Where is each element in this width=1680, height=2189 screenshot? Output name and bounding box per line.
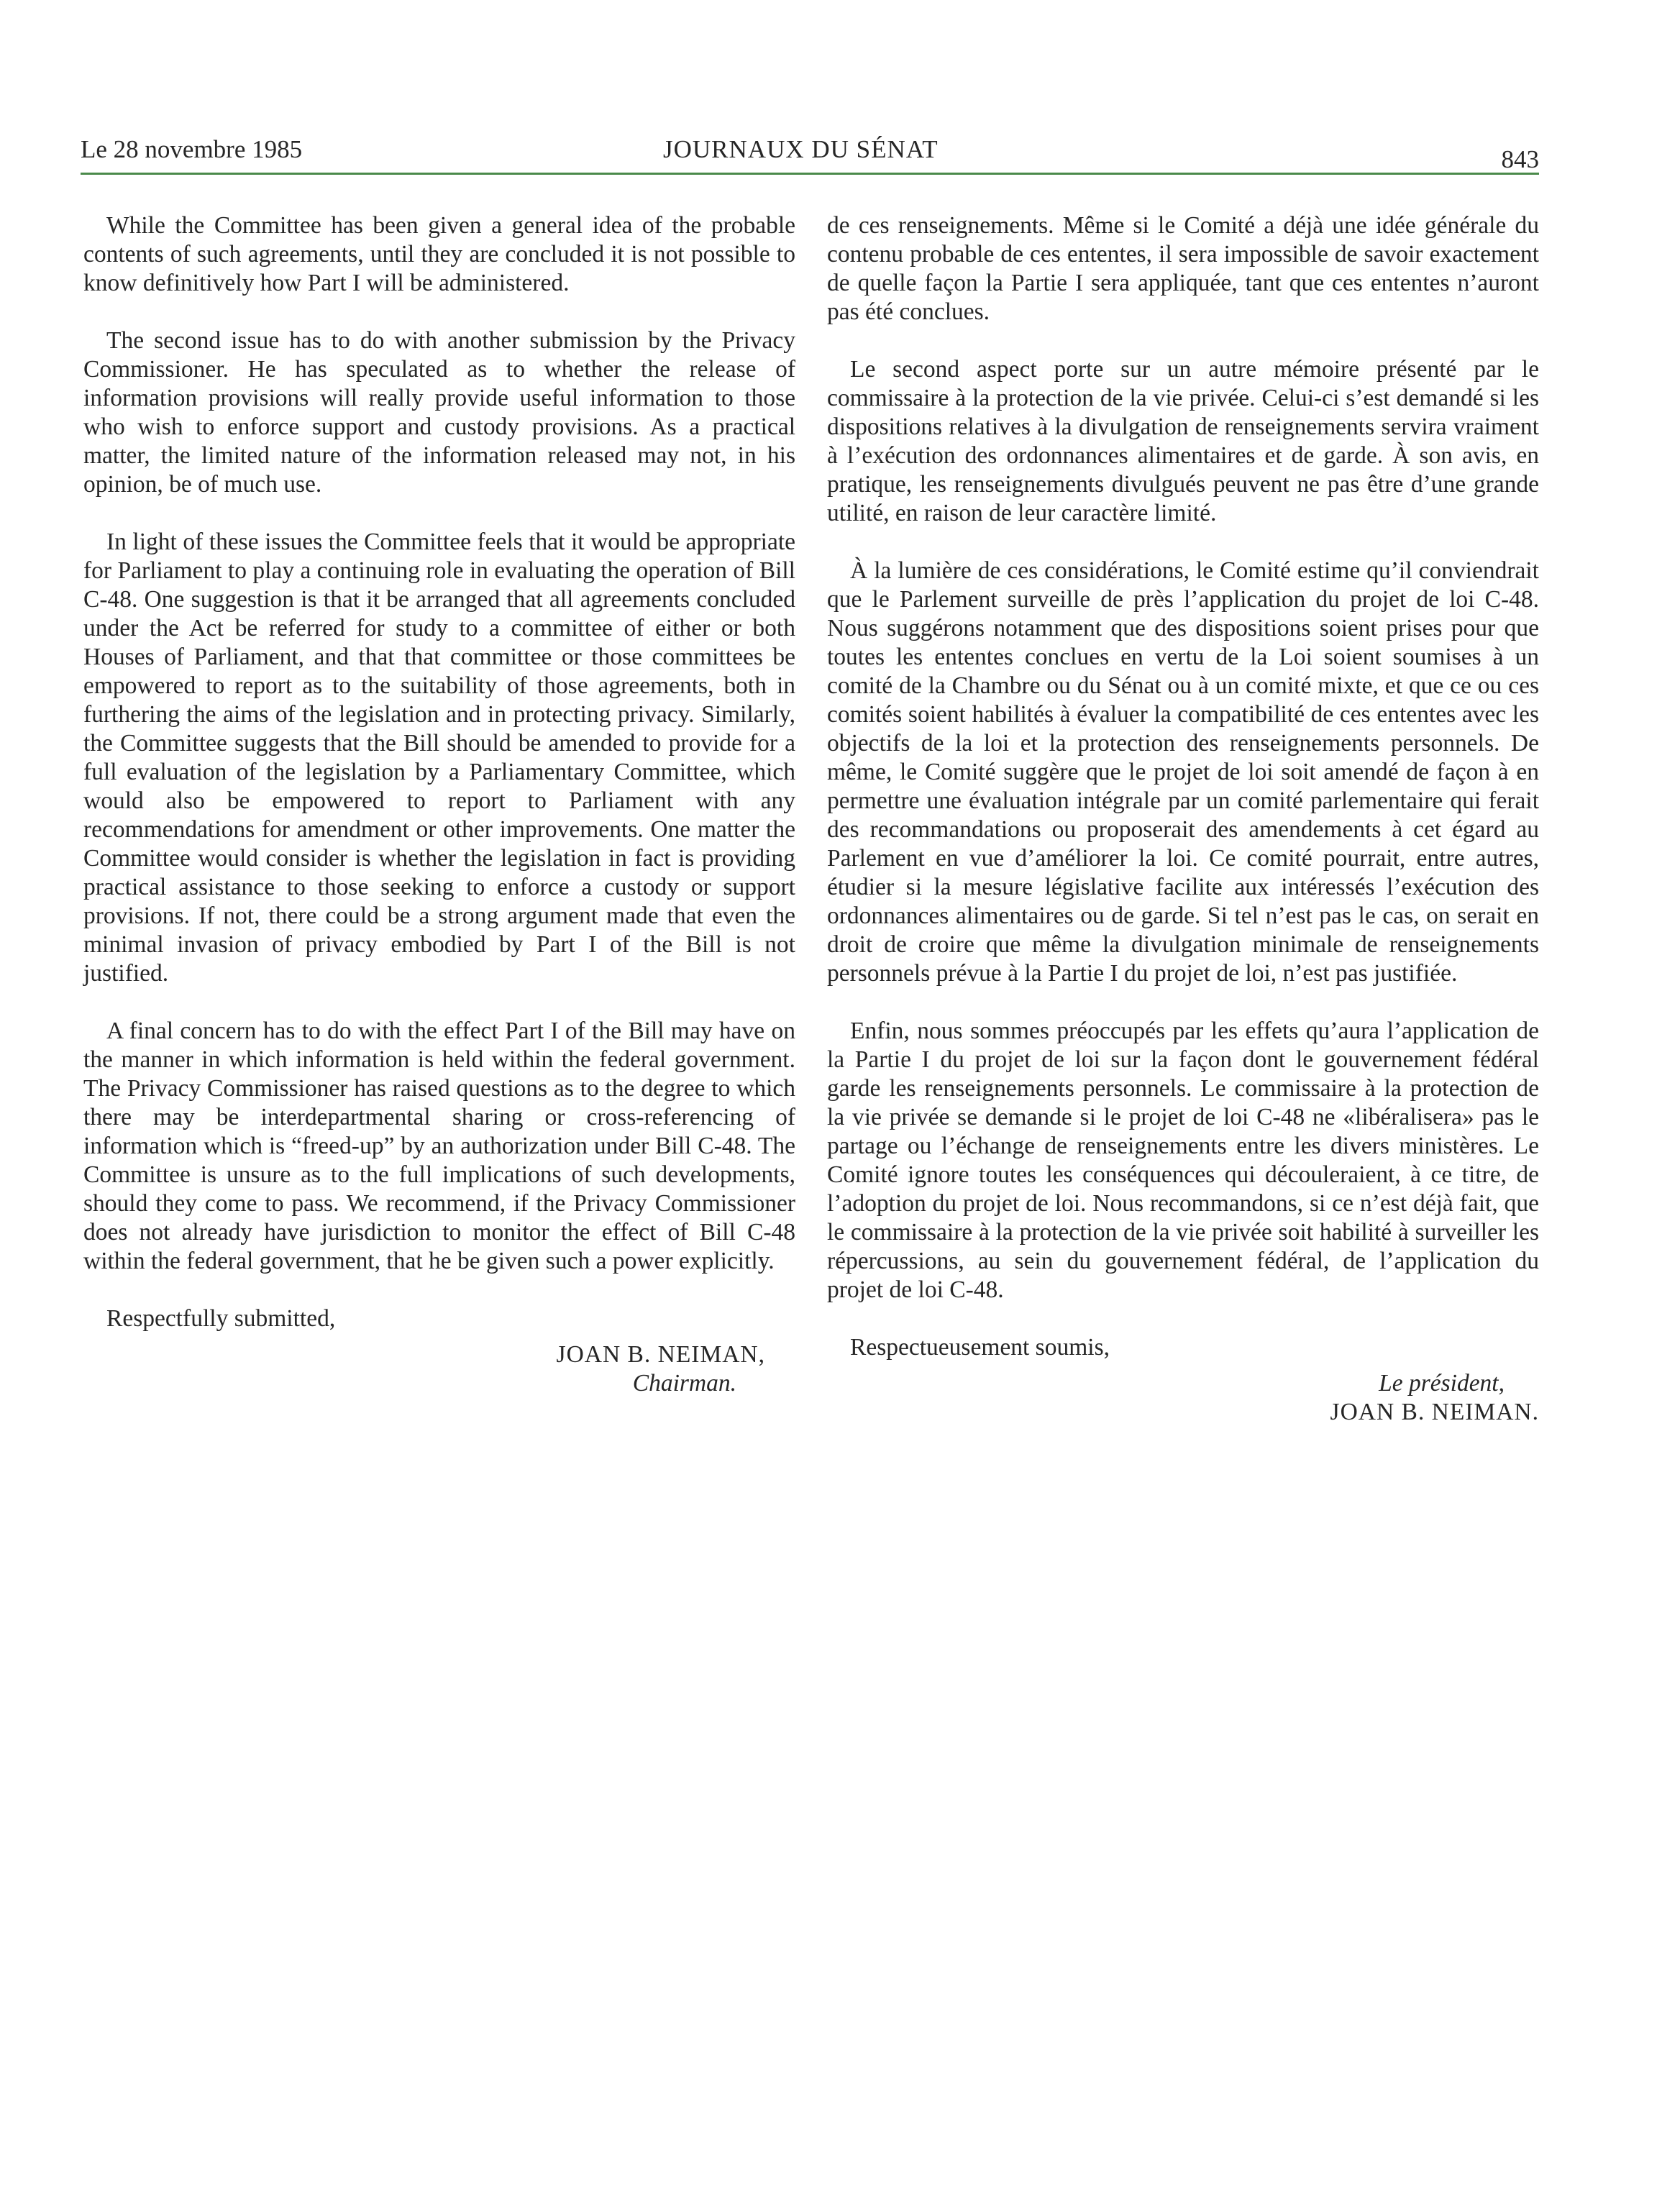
english-column xyxy=(83,211,795,1398)
french-closing: Respectueusement soumis, xyxy=(850,1334,1110,1361)
french-column xyxy=(827,211,1539,1427)
header-date: Le 28 novembre 1985 xyxy=(81,135,303,163)
french-signature xyxy=(827,1369,1539,1427)
french-signature-role: Le président, xyxy=(1379,1370,1505,1397)
english-paragraph-4: A final concern has to do with the effect Part I of the Bill may have on the manner in which information is held within the federal government. The Privacy Commissioner has raised questions as to the degree to which there may be interdepartmental sharing or cross-referencing of information which is “freed-up” by an authorization under Bill C-48. The Committee is unsure as to the full implications of such developments, should they come to pass. We recommend, if the Privacy Commissioner does not already have jurisdiction to monitor the effect of Bill C-48 within the federal government, that he be given such a power explicitly. xyxy=(83,1018,795,1274)
running-header xyxy=(81,135,1539,175)
page-number: 843 xyxy=(1501,145,1539,173)
english-signature xyxy=(83,1340,765,1398)
header-rule xyxy=(81,173,1539,175)
header-title: JOURNAUX DU SÉNAT xyxy=(663,135,939,163)
french-paragraph-3: À la lumière de ces considérations, le Comité estime qu’il conviendrait que le Parlement surveille de près l’application du projet de loi C-48. Nous suggérons notamment que des dispositions soient prises pour que toutes les ententes conclues en vertu de la Loi soient soumises à un comité de la Chambre ou du Sénat ou à un comité mixte, et que ce ou ces comités soient habilités à évaluer la compatibilité de ces ententes avec les objectifs de la loi et la protection des renseignements personnels. De même, le Comité suggère que le projet de loi soit amendé de façon à en permettre une évaluation intégrale par un comité parlementaire qui ferait des recommandations ou proposerait des amendements à cet égard au Parlement en vue d’améliorer la loi. Ce comité pourrait, entre autres, étudier si la mesure législative facilite aux intéressés l’exécution des ordonnances alimentaires ou de garde. Si tel n’est pas le cas, on serait en droit de croire que même la divulgation minimale de renseignements personnels prévue à la Partie I du projet de loi, n’est pas justifiée. xyxy=(827,557,1539,987)
english-paragraph-1: While the Committee has been given a general idea of the probable contents of such agreements, until they are concluded it is not possible to know definitively how Part I will be administered. xyxy=(83,212,795,296)
english-paragraph-2: The second issue has to do with another submission by the Privacy Commissioner. He has speculated as to whether the release of information provisions will really provide useful information to those who wish to enforce support and custody provisions. As a practical matter, the limited nature of the information released may not, in his opinion, be of much use. xyxy=(83,327,795,498)
french-paragraph-2: Le second aspect porte sur un autre mémoire présenté par le commissaire à la protection de la vie privée. Celui-ci s’est demandé si les dispositions relatives à la divulgation de renseignements servira vraiment à l’exécution des ordonnances alimentaires et de garde. À son avis, en pratique, les renseignements divulgués peuvent ne pas être d’une grande utilité, en raison de leur caractère limité. xyxy=(827,356,1539,526)
english-closing: Respectfully submitted, xyxy=(106,1305,336,1332)
french-signature-name: JOAN B. NEIMAN. xyxy=(1330,1399,1539,1425)
french-paragraph-4: Enfin, nous sommes préoccupés par les effets qu’aura l’application de la Partie I du projet de loi sur la façon dont le gouvernement fédéral garde les renseignements personnels. Le commissaire à la protection de la vie privée se demande si le projet de loi C-48 ne «libéralisera» pas le partage ou l’échange de renseignements entre les divers ministères. Le Comité ignore toutes les conséquences qui découleraient, à ce titre, de l’adoption du projet de loi. Nous recommandons, si ce n’est déjà fait, que le commissaire à la protection de la vie privée soit habilité à surveiller les répercussions, au sein du gouvernement fédéral, de l’application du projet de loi C-48. xyxy=(827,1018,1539,1303)
english-paragraph-3: In light of these issues the Committee feels that it would be appropriate for Parliament to play a continuing role in evaluating the operation of Bill C-48. One suggestion is that it be arranged that all agreements concluded under the Act be referred for study to a committee of either or both Houses of Parliament, and that that committee or those committees be empowered to report as to the suitability of those agreements, both in furthering the aims of the legislation and in protecting privacy. Similarly, the Committee suggests that the Bill should be amended to provide for a full evaluation of the legislation by a Parliamentary Committee, which would also be empowered to report to Parliament with any recommendations for amendment or other improvements. One matter the Committee would consider is whether the legislation in fact is providing practical assistance to those seeking to enforce a custody or support provisions. If not, there could be a strong argument made that even the minimal invasion of privacy embodied by Part I of the Bill is not justified. xyxy=(83,529,795,987)
french-paragraph-1: de ces renseignements. Même si le Comité a déjà une idée générale du contenu probable de ces ententes, il sera impossible de savoir exactement de quelle façon la Partie I sera appliquée, tant que ces ententes n’auront pas été conclues. xyxy=(827,212,1539,325)
english-signature-name: JOAN B. NEIMAN, xyxy=(556,1341,765,1368)
english-signature-role: Chairman. xyxy=(632,1370,736,1397)
